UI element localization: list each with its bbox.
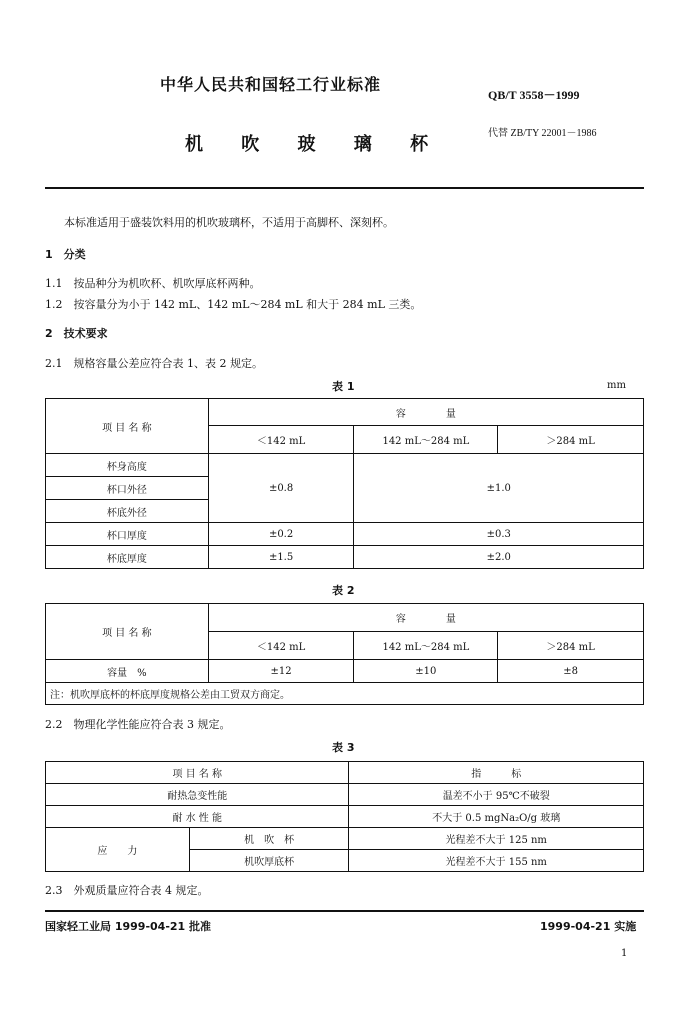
table1-row-label: 杯口外径 xyxy=(46,477,209,500)
standard-number: QB/T 3558－1999 xyxy=(488,88,580,102)
table3 xyxy=(45,761,644,872)
table1-cell: ±1.5 xyxy=(208,546,354,569)
table1 xyxy=(45,398,644,569)
table2-row-label: 容量 % xyxy=(46,660,209,683)
table1-row-label: 杯底外径 xyxy=(46,500,209,523)
standard-title: 中华人民共和国轻工行业标准 xyxy=(160,75,382,94)
table1-col-small: ＜142 mL xyxy=(208,426,354,454)
table3-sub-label: 机吹厚底杯 xyxy=(189,850,349,872)
table2-cell: ±10 xyxy=(354,660,498,683)
section1-heading: 1 分类 xyxy=(45,248,86,261)
table3-header-index: 指 标 xyxy=(349,762,644,784)
table2-cell: ±12 xyxy=(208,660,354,683)
document-title: 机 吹 玻 璃 杯 xyxy=(185,134,445,155)
table1-cell: ±0.3 xyxy=(354,523,644,546)
table3-row-label: 应 力 xyxy=(46,828,190,872)
section2-item2: 2.2 物理化学性能应符合表 3 规定。 xyxy=(45,718,231,731)
table3-row-label: 耐 水 性 能 xyxy=(46,806,349,828)
table3-cell: 光程差不大于 125 nm xyxy=(349,828,644,850)
table2-col-small: ＜142 mL xyxy=(208,632,354,660)
section2-item1: 2.1 规格容量公差应符合表 1、表 2 规定。 xyxy=(45,357,263,370)
table2-col-large: ＞284 mL xyxy=(498,632,644,660)
table2-note: 注：机吹厚底杯的杯底厚度规格公差由工贸双方商定。 xyxy=(46,683,644,705)
table1-row-label: 杯口厚度 xyxy=(46,523,209,546)
footer-rule xyxy=(45,910,644,912)
section1-item2: 1.2 按容量分为小于 142 mL、142 mL～284 mL 和大于 284 mL 三类。 xyxy=(45,298,422,311)
table1-col-mid: 142 mL～284 mL xyxy=(354,426,498,454)
table1-header-group: 容 量 xyxy=(208,399,643,426)
table1-row-label: 杯底厚度 xyxy=(46,546,209,569)
table2-header-item: 项 目 名 称 xyxy=(46,604,209,660)
table3-cell: 光程差不大于 155 nm xyxy=(349,850,644,872)
table2-col-mid: 142 mL～284 mL xyxy=(354,632,498,660)
table1-header-item: 项 目 名 称 xyxy=(46,399,209,454)
table1-unit: mm xyxy=(607,380,626,391)
table3-cell: 不大于 0.5 mgNa₂O/g 玻璃 xyxy=(349,806,644,828)
table1-row-label: 杯身高度 xyxy=(46,454,209,477)
table3-row-label: 耐热急变性能 xyxy=(46,784,349,806)
table1-cell: ±1.0 xyxy=(354,454,644,523)
table1-col-large: ＞284 mL xyxy=(498,426,644,454)
table1-cell: ±0.2 xyxy=(208,523,354,546)
header-rule xyxy=(45,187,644,189)
effective-date: 1999-04-21 实施 xyxy=(540,920,637,933)
table1-cell: ±2.0 xyxy=(354,546,644,569)
section1-item1: 1.1 按品种分为机吹杯、机吹厚底杯两种。 xyxy=(45,277,261,290)
table3-caption: 表 3 xyxy=(332,741,355,754)
intro-text: 本标准适用于盛装饮料用的机吹玻璃杯，不适用于高脚杯、深刻杯。 xyxy=(64,216,394,229)
approval-note: 国家轻工业局 1999-04-21 批准 xyxy=(45,920,212,933)
section2-heading: 2 技术要求 xyxy=(45,327,108,340)
table3-header-item: 项 目 名 称 xyxy=(46,762,349,784)
table1-cell: ±0.8 xyxy=(208,454,354,523)
table2-header-group: 容 量 xyxy=(208,604,643,632)
table3-cell: 温差不小于 95℃不破裂 xyxy=(349,784,644,806)
table2 xyxy=(45,603,644,705)
replaces-note: 代替 ZB/TY 22001－1986 xyxy=(488,128,597,139)
table2-cell: ±8 xyxy=(498,660,644,683)
table1-caption: 表 1 xyxy=(332,380,355,393)
table3-sub-label: 机 吹 杯 xyxy=(189,828,349,850)
table2-caption: 表 2 xyxy=(332,584,355,597)
page-number: 1 xyxy=(621,948,628,959)
section2-item3: 2.3 外观质量应符合表 4 规定。 xyxy=(45,884,209,897)
